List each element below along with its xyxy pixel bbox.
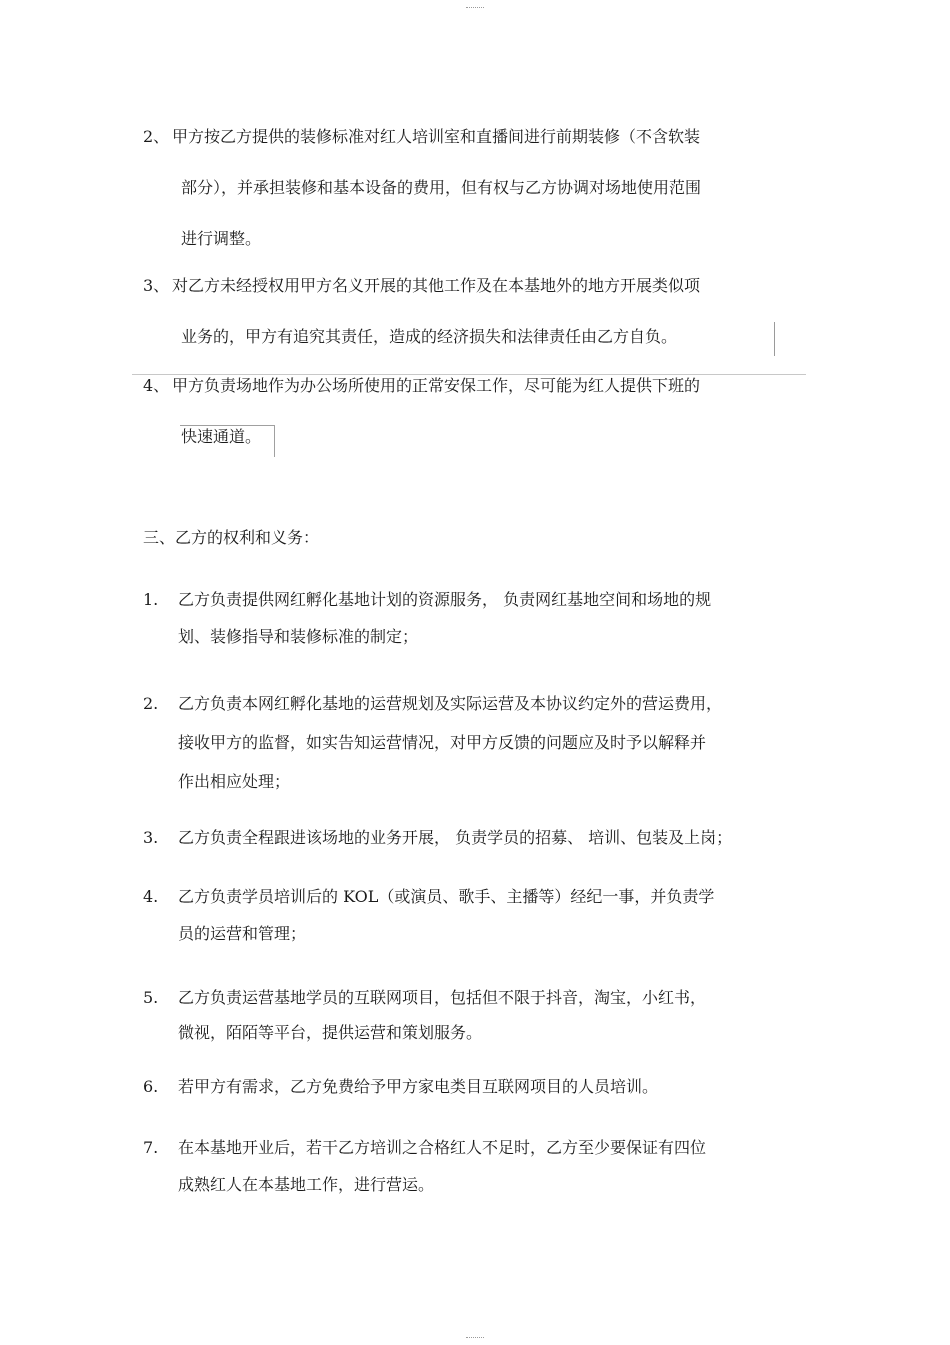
item-number: 4. [143,887,159,906]
item-number: 6. [143,1077,159,1096]
item-number: 7. [143,1138,159,1157]
item-line: 乙方负责全程跟进该场地的业务开展， 负责学员的招募、 培训、包装及上岗； [178,828,733,847]
item-line: 业务的，甲方有追究其责任，造成的经济损失和法律责任由乙方自负。 [181,327,678,346]
item-line: 若甲方有需求，乙方免费给予甲方家电类目互联网项目的人员培训。 [178,1077,659,1096]
header-marker [466,7,484,8]
item-number: 5. [143,988,159,1007]
section-heading: 三、乙方的权利和义务： [143,528,320,547]
item-line: 员的运营和管理； [178,924,307,943]
item-line: 快速通道。 [181,427,262,446]
item-line: 在本基地开业后，若干乙方培训之合格红人不足时，乙方至少要保证有四位 [178,1138,707,1157]
item-number: 2、 [143,127,170,146]
item-number: 3. [143,828,159,847]
item-line: 成熟红人在本基地工作，进行营运。 [178,1175,435,1194]
item-line: 微视，陌陌等平台，提供运营和策划服务。 [178,1023,483,1042]
item-number: 3、 [143,276,170,295]
text-cursor-mark [774,322,775,356]
item-line: 部分），并承担装修和基本设备的费用，但有权与乙方协调对场地使用范围 [181,178,702,197]
item-line: 乙方负责本网红孵化基地的运营规划及实际运营及本协议约定外的营运费用， [178,694,723,713]
item-line: 对乙方未经授权用甲方名义开展的其他工作及在本基地外的地方开展类似项 [172,276,701,295]
item-line: 甲方负责场地作为办公场所使用的正常安保工作，尽可能为红人提供下班的 [172,376,701,395]
item-line: 作出相应处理； [178,772,291,791]
item-line: 划、装修指导和装修标准的制定； [178,627,419,646]
footer-marker [466,1337,484,1338]
item-line: 乙方负责提供网红孵化基地计划的资源服务， 负责网红基地空间和场地的规 [178,590,712,609]
item-line: 甲方按乙方提供的装修标准对红人培训室和直播间进行前期装修（不含软装 [172,127,701,146]
item-line: 进行调整。 [181,229,262,248]
item-number: 4、 [143,376,170,395]
divider-line [132,374,806,375]
text-cursor-mark [180,425,275,457]
item-number: 1. [143,590,159,609]
item-line: 乙方负责运营基地学员的互联网项目，包括但不限于抖音，淘宝，小红书， [178,988,707,1007]
item-line: 乙方负责学员培训后的 KOL（或演员、歌手、主播等）经纪一事，并负责学 [178,887,715,906]
item-number: 2. [143,694,159,713]
item-line: 接收甲方的监督，如实告知运营情况，对甲方反馈的问题应及时予以解释并 [178,733,707,752]
